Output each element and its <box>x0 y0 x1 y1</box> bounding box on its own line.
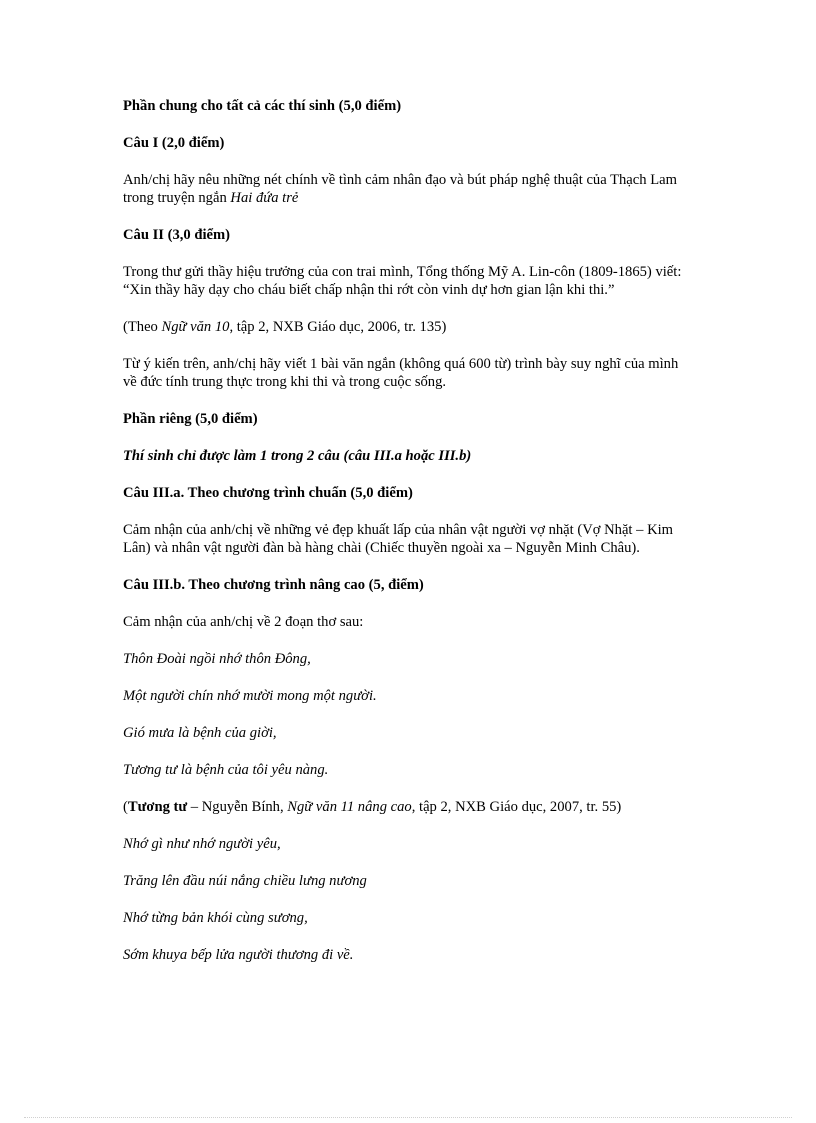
section-heading-common: Phần chung cho tất cả các thí sinh (5,0 điểm) <box>123 98 402 114</box>
poem-source-details: , tập 2, NXB Giáo dục, 2007, tr. 55) <box>411 799 622 815</box>
source-prefix: (Theo <box>123 319 162 335</box>
question-2-source <box>123 318 688 336</box>
section-heading-own: Phần riêng (5,0 điểm) <box>123 411 258 427</box>
source-details: , tập 2, NXB Giáo dục, 2006, tr. 135) <box>229 319 447 335</box>
choice-instruction: Thí sinh chỉ được làm 1 trong 2 câu (câu III.a hoặc III.b) <box>123 448 472 464</box>
question-3a-heading: Câu III.a. Theo chương trình chuẩn (5,0 điểm) <box>123 485 413 501</box>
poem-title: Tương tư <box>127 799 188 815</box>
question-2-heading: Câu II (3,0 điểm) <box>123 227 231 243</box>
page-bottom-divider <box>24 1117 792 1118</box>
poem-2-line: Nhớ gì như nhớ người yêu, <box>123 836 281 852</box>
question-3b-heading: Câu III.b. Theo chương trình nâng cao (5, điểm) <box>123 577 424 593</box>
poem-2-line: Sớm khuya bếp lửa người thương đi về. <box>123 947 354 963</box>
poem-source-open: ( <box>123 799 128 815</box>
poem-2-line: Trăng lên đầu núi nắng chiều lưng nương <box>123 873 367 889</box>
poem-1-line: Thôn Đoài ngồi nhớ thôn Đông, <box>123 651 311 667</box>
question-2-quote: Trong thư gửi thầy hiệu trưởng của con trai mình, Tổng thống Mỹ A. Lin-côn (1809-1865) viết: “Xin thầy hãy dạy cho cháu biết chấp nhận thi rớt còn vinh dự hơn gian lận khi thi.” <box>123 264 682 298</box>
question-2-task: Từ ý kiến trên, anh/chị hãy viết 1 bài văn ngắn (không quá 600 từ) trình bày suy nghĩ của mình về đức tính trung thực trong khi thi và trong cuộc sống. <box>123 356 679 390</box>
question-1-text <box>123 171 688 207</box>
poem-1-line: Gió mưa là bệnh của giời, <box>123 725 277 741</box>
question-3a-text: Cảm nhận của anh/chị về những vẻ đẹp khuất lấp của nhân vật người vợ nhặt (Vợ Nhặt – Kim Lân) và nhân vật người đàn bà hàng chài (Chiếc thuyền ngoài xa – Nguyễn Minh Châu). <box>123 522 674 556</box>
poem-1-line: Một người chín nhớ mười mong một người. <box>123 688 377 704</box>
source-book-title: Ngữ văn 10 <box>161 319 230 335</box>
question-1-body: Anh/chị hãy nêu những nét chính về tình cảm nhân đạo và bút pháp nghệ thuật của Thạch Lam trong truyện ngắn <box>123 172 677 206</box>
poem-1-line: Tương tư là bệnh của tôi yêu nàng. <box>123 762 329 778</box>
question-1-work-title: Hai đứa trẻ <box>230 190 299 206</box>
poem-2-line: Nhớ từng bản khói cùng sương, <box>123 910 308 926</box>
exam-page <box>123 97 688 983</box>
question-1-heading: Câu I (2,0 điểm) <box>123 135 225 151</box>
poem-book-title: Ngữ văn 11 nâng cao <box>287 799 412 815</box>
question-3b-text: Cảm nhận của anh/chị về 2 đoạn thơ sau: <box>123 614 364 630</box>
poem-author: – Nguyễn Bính, <box>187 799 288 815</box>
poem-1-source <box>123 798 688 816</box>
